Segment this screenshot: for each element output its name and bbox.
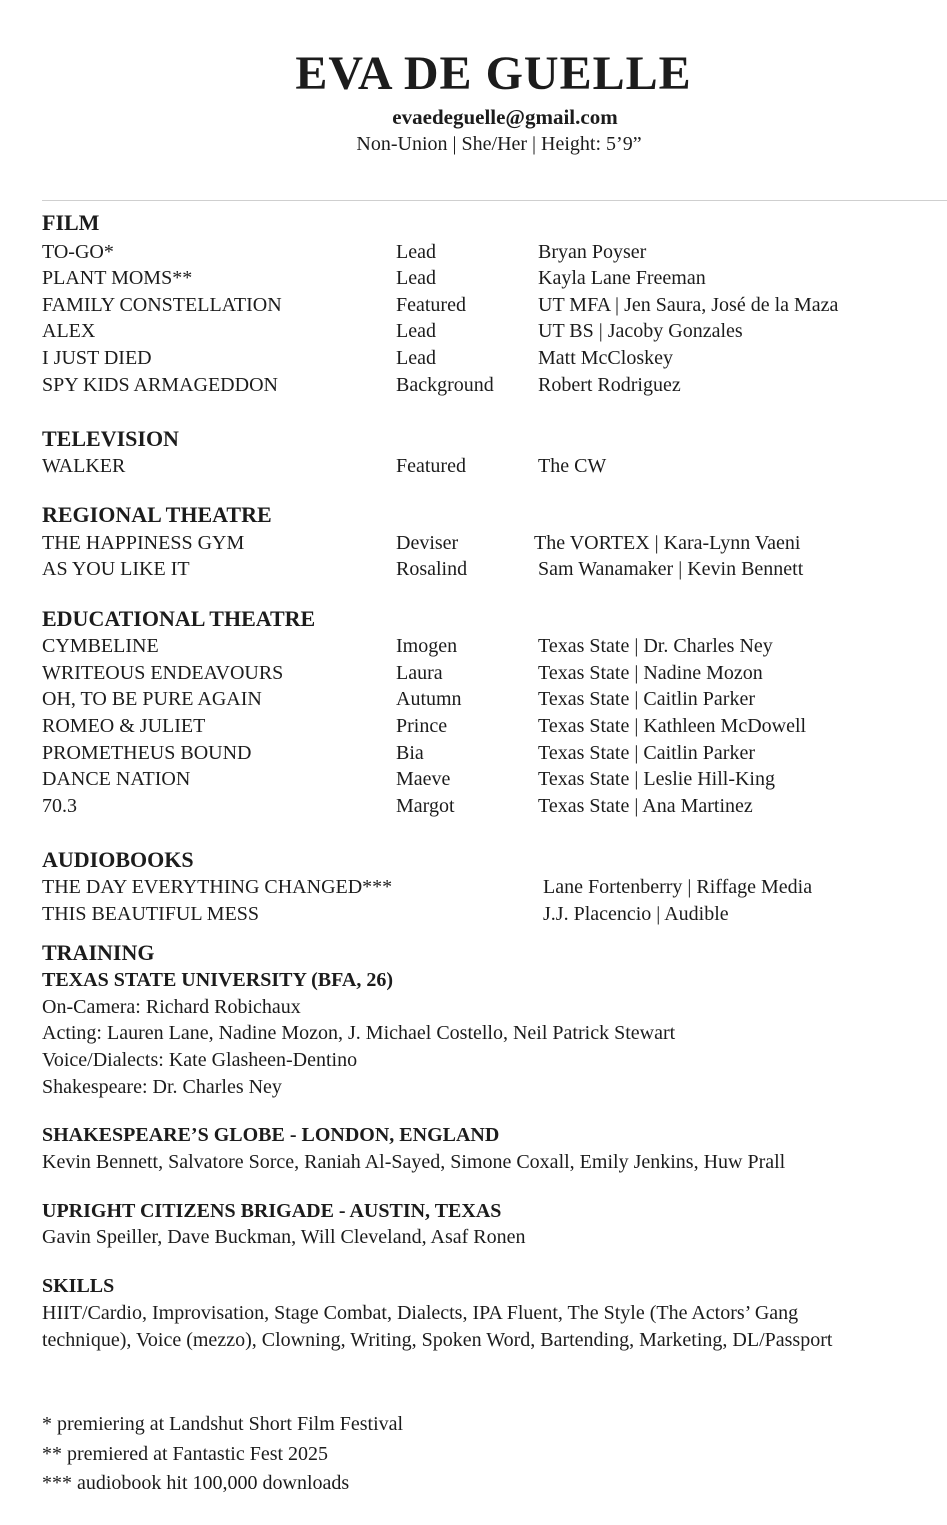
educational-row — [0, 740, 947, 766]
credit-role: Margot — [396, 795, 455, 817]
actor-info: Non-Union | She/Her | Height: 5’9” — [356, 133, 642, 155]
credit-role: Autumn — [396, 688, 462, 710]
credit-title: PLANT MOMS** — [42, 267, 193, 289]
credit-director: Texas State | Caitlin Parker — [538, 742, 755, 764]
television-heading: TELEVISION — [42, 426, 179, 451]
credit-title: OH, TO BE PURE AGAIN — [42, 688, 262, 710]
credit-director: Matt McCloskey — [538, 347, 673, 369]
credit-director: J.J. Placencio | Audible — [543, 903, 729, 925]
credit-role: Lead — [396, 267, 436, 289]
credit-role: Maeve — [396, 768, 451, 790]
credit-title: TO-GO* — [42, 241, 114, 263]
film-row — [0, 292, 947, 318]
audiobook-row — [0, 901, 947, 927]
footnote: ** premiered at Fantastic Fest 2025 — [42, 1443, 329, 1465]
credit-director: Texas State | Leslie Hill-King — [538, 768, 775, 790]
credit-director: Texas State | Dr. Charles Ney — [538, 635, 773, 657]
credit-title: FAMILY CONSTELLATION — [42, 294, 282, 316]
film-heading: FILM — [42, 210, 100, 235]
audiobooks-heading: AUDIOBOOKS — [42, 847, 194, 872]
credit-role: Lead — [396, 320, 436, 342]
globe-heading: SHAKESPEARE’S GLOBE - LONDON, ENGLAND — [42, 1124, 500, 1146]
audiobook-row — [0, 874, 947, 900]
skills-line: technique), Voice (mezzo), Clowning, Writing, Spoken Word, Bartending, Marketing, DL/Passport — [42, 1329, 833, 1351]
credit-director: Texas State | Nadine Mozon — [538, 662, 763, 684]
credit-title: DANCE NATION — [42, 768, 191, 790]
credit-title: THE HAPPINESS GYM — [42, 532, 245, 554]
educational-theatre-heading: EDUCATIONAL THEATRE — [42, 606, 316, 631]
regional-theatre-heading: REGIONAL THEATRE — [42, 502, 272, 527]
credit-role: Deviser — [396, 532, 459, 554]
credit-title: PROMETHEUS BOUND — [42, 742, 252, 764]
credit-role: Rosalind — [396, 558, 468, 580]
credit-title: ROMEO & JULIET — [42, 715, 206, 737]
credit-director: The VORTEX | Kara-Lynn Vaeni — [534, 532, 801, 554]
credit-role: Laura — [396, 662, 443, 684]
credit-title: THE DAY EVERYTHING CHANGED*** — [42, 876, 393, 898]
page-title: EVA DE GUELLE — [295, 47, 692, 100]
footnote: * premiering at Landshut Short Film Festival — [42, 1413, 404, 1435]
training-heading: TRAINING — [42, 940, 155, 965]
credit-title: AS YOU LIKE IT — [42, 558, 190, 580]
credit-title: THIS BEAUTIFUL MESS — [42, 903, 260, 925]
credit-role: Lead — [396, 347, 436, 369]
credit-title: ALEX — [42, 320, 96, 342]
credit-director: Kayla Lane Freeman — [538, 267, 706, 289]
credit-director: Bryan Poyser — [538, 241, 647, 263]
credit-director: UT MFA | Jen Saura, José de la Maza — [538, 294, 839, 316]
film-row — [0, 345, 947, 371]
credit-role: Featured — [396, 294, 466, 316]
training-line: Kevin Bennett, Salvatore Sorce, Raniah Al-Sayed, Simone Coxall, Emily Jenkins, Huw Prall — [42, 1151, 786, 1173]
credit-director: Sam Wanamaker | Kevin Bennett — [538, 558, 804, 580]
credit-role: Lead — [396, 241, 436, 263]
training-line: Acting: Lauren Lane, Nadine Mozon, J. Michael Costello, Neil Patrick Stewart — [42, 1022, 676, 1044]
credit-title: WALKER — [42, 455, 126, 477]
credit-director: Robert Rodriguez — [538, 374, 681, 396]
skills-line: HIIT/Cardio, Improvisation, Stage Combat, Dialects, IPA Fluent, The Style (The Actors’ Gang — [42, 1302, 799, 1324]
skills-heading: SKILLS — [42, 1275, 115, 1297]
footnote: *** audiobook hit 100,000 downloads — [42, 1472, 350, 1494]
texas-state-heading: TEXAS STATE UNIVERSITY (BFA, 26) — [42, 969, 393, 991]
header-divider — [42, 200, 947, 201]
educational-row — [0, 793, 947, 819]
film-row — [0, 318, 947, 344]
credit-director: Texas State | Caitlin Parker — [538, 688, 755, 710]
educational-row — [0, 686, 947, 712]
training-line: Gavin Speiller, Dave Buckman, Will Cleveland, Asaf Ronen — [42, 1226, 526, 1248]
educational-row — [0, 633, 947, 659]
training-line: Voice/Dialects: Kate Glasheen-Dentino — [42, 1049, 358, 1071]
credit-role: Featured — [396, 455, 466, 477]
training-line: Shakespeare: Dr. Charles Ney — [42, 1076, 282, 1098]
contact-email: evaedeguelle@gmail.com — [392, 105, 618, 129]
film-row — [0, 372, 947, 398]
credit-director: Lane Fortenberry | Riffage Media — [543, 876, 813, 898]
educational-row — [0, 660, 947, 686]
regional-row — [0, 556, 947, 582]
film-row — [0, 265, 947, 291]
credit-title: SPY KIDS ARMAGEDDON — [42, 374, 278, 396]
credit-director: The CW — [538, 455, 607, 477]
credit-role: Bia — [396, 742, 424, 764]
credit-title: WRITEOUS ENDEAVOURS — [42, 662, 284, 684]
credit-director: UT BS | Jacoby Gonzales — [538, 320, 743, 342]
educational-row — [0, 713, 947, 739]
credit-director: Texas State | Kathleen McDowell — [538, 715, 807, 737]
credit-role: Prince — [396, 715, 448, 737]
credit-director: Texas State | Ana Martinez — [538, 795, 753, 817]
film-row — [0, 239, 947, 265]
television-row — [0, 453, 947, 479]
ucb-heading: UPRIGHT CITIZENS BRIGADE - AUSTIN, TEXAS — [42, 1200, 502, 1222]
credit-title: CYMBELINE — [42, 635, 159, 657]
regional-row — [0, 530, 947, 556]
training-line: On-Camera: Richard Robichaux — [42, 996, 301, 1018]
credit-role: Background — [396, 374, 494, 396]
credit-title: I JUST DIED — [42, 347, 152, 369]
educational-row — [0, 766, 947, 792]
credit-role: Imogen — [396, 635, 458, 657]
credit-title: 70.3 — [42, 795, 77, 817]
